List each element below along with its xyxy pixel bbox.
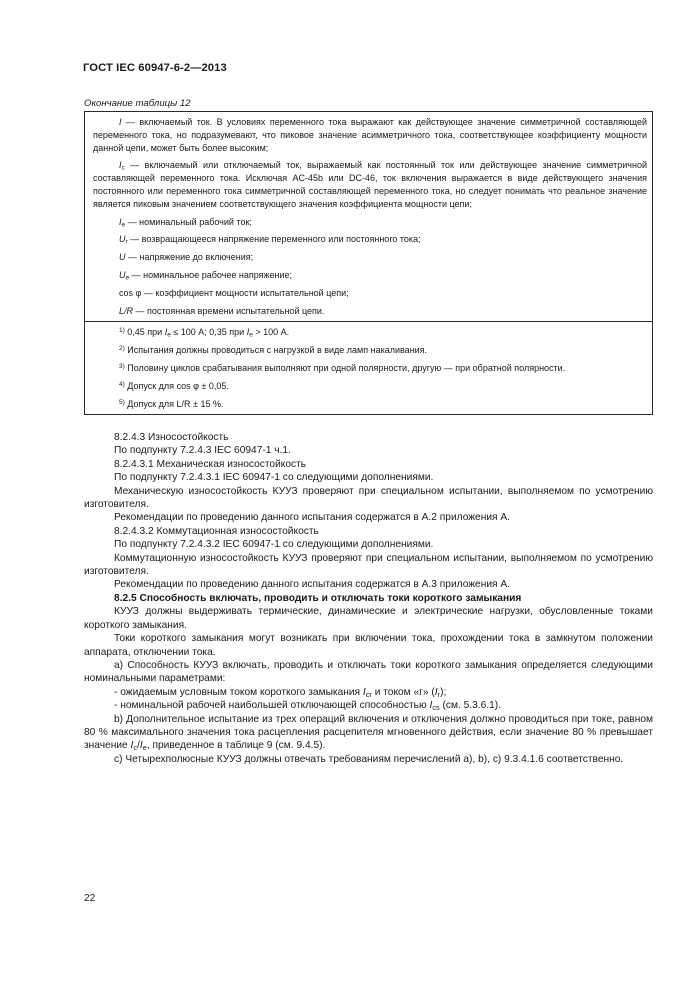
paragraph: Токи короткого замыкания могут возникать при включении тока, прохождении тока в замкнутом положении аппарата, отключении тока. xyxy=(84,633,653,658)
table-12-end xyxy=(84,111,653,415)
definition-ic: $I_c$ — включаемый или отключаемый ток, выражаемый как постоянный ток или действующее значение симметричной составляющей переменного тока. Исключая AC-45b или DC-46, ток включения выражается в виде действующего значения постоянного или переменного тока симметричной составляющей переменного тока, но следует понимать что реальное значение является пиковым значением соответствующего значения коэффициента мощности цепи; xyxy=(93,160,647,209)
clause-heading: 8.2.4.3 Износостойкость xyxy=(114,432,229,443)
paragraph: Рекомендации по проведению данного испытания содержатся в А.3 приложения А. xyxy=(114,579,511,591)
paragraph: КУУЗ должны выдерживать термические, динамические и электрические нагрузки, обусловленные токами короткого замыкания. xyxy=(84,606,653,631)
paragraph: Рекомендации по проведению данного испытания содержатся в А.2 приложения А. xyxy=(114,512,511,524)
paragraph: По подпункту 7.2.4.3 IEC 60947-1 ч.1. xyxy=(114,445,291,457)
definition-lr: L/R — постоянная времени испытательной цепи. xyxy=(119,305,325,316)
clause-heading: 8.2.4.3.2 Коммутационная износостойкость xyxy=(114,525,319,537)
paragraph: Коммутационную износостойкость КУУЗ проверяют при специальном испытании, выполняемом по усмотрению изготовителя. xyxy=(84,552,653,578)
table-caption: Окончание таблицы 12 xyxy=(84,98,191,109)
definition-u: U — напряжение до включения; xyxy=(119,252,254,263)
dash-item: - ожидаемым условным током короткого замыкания $I_{cr}$ и током «г» $(I_r)$; xyxy=(114,686,447,699)
list-item-a: a) Способность КУУЗ включать, проводить и отключать токи короткого замыкания определяется следующими номинальными параметрами: xyxy=(84,659,653,685)
list-item-c: c) Четырехполюсные КУУЗ должны отвечать требованиям перечислений a), b), c) 9.3.4.1.6 соответственно. xyxy=(114,753,624,765)
list-item-b: b) Дополнительное испытание из трех операций включения и отключения должно проводиться при токе, равном 80 % максимального значения тока расцепления расцепителя мгновенного действия, если значение 80 % превышает значение $I_c/I_e$, приведенное в таблице 9 (см. 9.4.5). xyxy=(84,713,653,753)
paragraph: По подпункту 7.2.4.3.1 IEC 60947-1 со следующими дополнениями. xyxy=(114,472,434,484)
definition-ur: $U_r$ — возвращающееся напряжение переменного или постоянного тока; xyxy=(119,234,421,246)
footnote-3: $^{3)}$ Половину циклов срабатывания выполняют при одной полярности, другую — при обратной полярности. xyxy=(119,362,566,373)
footnote-5: $^{5)}$ Допуск для L/R ± 15 %. xyxy=(119,398,224,409)
footnote-4: $^{4)}$ Допуск для cos φ ± 0,05. xyxy=(119,380,229,391)
footnote-2: $^{2)}$ Испытания должны проводиться с нагрузкой в виде ламп накаливания. xyxy=(119,345,428,356)
clause-heading: 8.2.4.3.1 Механическая износостойкость xyxy=(114,458,307,470)
table-definitions xyxy=(85,112,652,321)
footnote-1: $^{1)}$ 0,45 при $I_e \le 100$ А; 0,35 при $I_e > 100$ А. xyxy=(119,327,290,339)
definition-ue: $U_e$ — номинальное рабочее напряжение; xyxy=(119,269,293,282)
paragraph: Механическую износостойкость КУУЗ проверяют при специальном испытании, выполняемом по усмотрению изготовителя. xyxy=(84,485,653,511)
definition-i: I — включаемый ток. В условиях переменного тока выражают как действующее значение симметричной составляющей переменного тока, но подразумевают, что пиковое значение асимметричного тока, соответствующее коэффициенту мощности данной цепи, может быть более высоким; xyxy=(93,117,647,153)
definition-ie: $I_e$ — номинальный рабочий ток; xyxy=(119,216,252,229)
section-heading: 8.2.5 Способность включать, проводить и отключать токи короткого замыкания xyxy=(114,592,522,604)
paragraph: По подпункту 7.2.4.3.2 IEC 60947-1 со следующими дополнениями. xyxy=(114,539,434,551)
document-header: ГОСТ IEC 60947-6-2—2013 xyxy=(83,62,227,74)
table-footnotes xyxy=(85,321,652,414)
body-text xyxy=(84,431,653,766)
dash-item: - номинальной рабочей наибольшей отключающей способностью $I_{cs}$ (см. 5.3.6.1). xyxy=(114,700,501,712)
page-number: 22 xyxy=(84,893,96,904)
definition-cos-phi: cos φ — коэффициент мощности испытательной цепи; xyxy=(119,287,349,298)
